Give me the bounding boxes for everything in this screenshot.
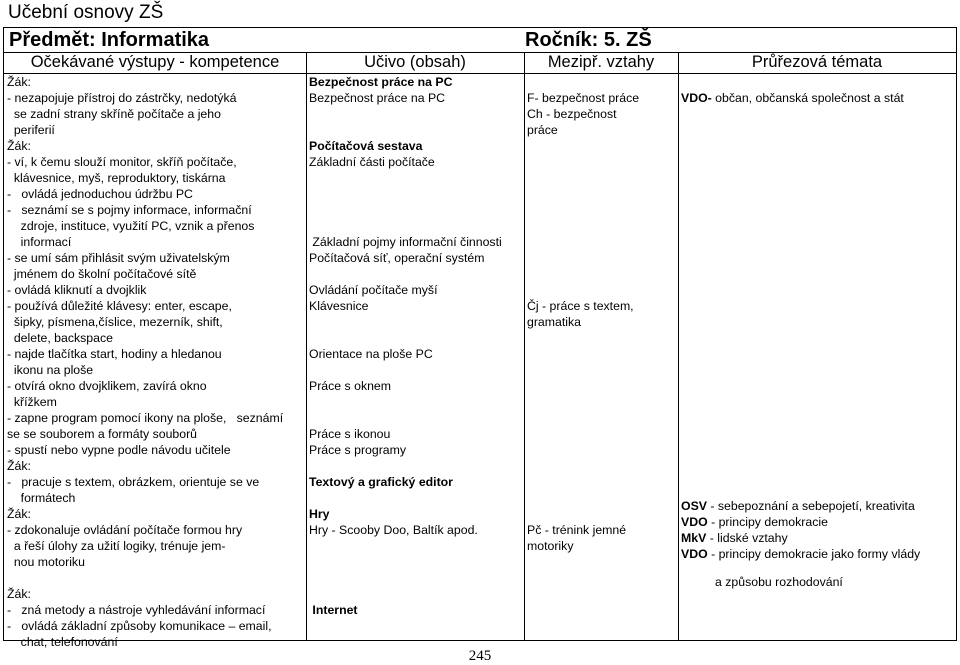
cross_lines-line [527,186,639,202]
header-themes: Průřezová témata [751,53,883,71]
content_lines-line [309,362,502,378]
content_lines-line: Počítačová síť, operační systém [309,251,485,265]
theme-decision: a způsobu rozhodování [715,575,843,589]
content_lines-line: Základní pojmy informační činnosti [309,235,502,249]
outcomes_lines-line: nou motoriku [7,555,85,569]
outcomes_lines-line: Žák: [7,587,31,601]
column-divider [678,53,679,640]
theme-code: VDO- [681,91,712,105]
content_lines-line [309,266,502,282]
theme-vdo-citizen [681,90,904,106]
content_lines-line: Práce s oknem [309,379,392,393]
theme-code: VDO [681,547,708,561]
cross_lines-line [527,426,639,442]
theme-text: občan, občanská společnost a stát [711,91,904,105]
theme-text: - principy demokracie [707,515,828,529]
cross_lines-line [527,202,639,218]
content_lines-line: Ovládání počítače myší [309,283,438,297]
outcomes_lines-line: chat, telefonování [7,635,118,649]
theme-osv [681,498,915,514]
content_lines-line [309,106,502,122]
cross_lines-line: motoriky [527,539,574,553]
content_lines-line: Hry [309,507,330,521]
cross_lines-line: F- bezpečnost práce [527,91,640,105]
column-divider [306,53,307,640]
document-title: Učební osnovy ZŠ [8,2,164,23]
outcomes_lines-line: - se umí sám přihlásit svým uživatelským [7,251,230,265]
theme-code: OSV [681,499,707,513]
outcomes_lines-line: - najde tlačítka start, hodiny a hledanou [7,347,222,361]
cross_lines-line [527,138,639,154]
theme-text: - principy demokracie jako formy vlády [707,547,921,561]
cross_lines-line [527,442,639,458]
grade-label: Ročník: 5. ZŠ [525,29,652,51]
cross_lines-line [527,362,639,378]
content_lines-line [309,538,502,554]
content_lines-line [309,394,502,410]
cross_lines-line [527,234,639,250]
cross_lines-line [527,378,639,394]
content_lines-line [309,122,502,138]
outcomes_lines-line: - ovládá kliknutí a dvojklik [7,283,147,297]
content_lines-line: Práce s ikonou [309,427,391,441]
cross_lines-line [527,410,639,426]
theme-vdo-government [681,546,920,562]
theme-mkv [681,530,788,546]
cross_lines-line [527,154,639,170]
outcomes_lines-line: se se souborem a formáty souborů [7,427,198,441]
cross_lines-line: práce [527,123,558,137]
content_lines-line: Základní části počítače [309,155,435,169]
content_lines-line [309,186,502,202]
cross_lines-line [527,250,639,266]
outcomes_lines-line: křížkem [7,395,57,409]
theme-text: - lidské vztahy [706,531,788,545]
outcomes_lines-line: Žák: [7,507,31,521]
outcomes_lines-line: se zadní strany skříně počítače a jeho [7,107,221,121]
content_lines-line [309,218,502,234]
outcomes-column [7,74,283,650]
theme-text: - sebepoznání a sebepojetí, kreativita [706,499,915,513]
outcomes_lines-line: - ovládá jednoduchou údržbu PC [7,187,193,201]
outcomes_lines-line: klávesnice, myš, reproduktory, tiskárna [7,171,226,185]
outcomes_lines-line: periferií [7,123,55,137]
cross_lines-line [527,490,639,506]
cross_lines-line [527,170,639,186]
outcomes_lines-line: ikonu na ploše [7,363,94,377]
content-column [309,74,502,618]
cross_lines-line [527,474,639,490]
theme-code: VDO [681,515,708,529]
outcomes_lines-line: a řeší úlohy za užití logiky, trénuje jem- [7,539,226,553]
cross_lines-line: gramatika [527,315,581,329]
content_lines-line [309,410,502,426]
header-row [4,53,956,74]
content_lines-line: Internet [309,603,358,617]
content_lines-line: Práce s programy [309,443,407,457]
cross_lines-line [527,330,639,346]
content_lines-line: Hry - Scooby Doo, Baltík apod. [309,523,478,537]
outcomes_lines-line: informací [7,235,72,249]
cross_lines-line: Ch - bezpečnost [527,107,617,121]
cross-curricular-column [527,74,639,554]
content_lines-line [309,330,502,346]
outcomes_lines-line: delete, backspace [7,331,113,345]
outcomes_lines-line: - nezapojuje přístroj do zástrčky, nedotýká [7,91,237,105]
header-cross: Mezipř. vztahy [547,53,655,71]
cross_lines-line [527,266,639,282]
content_lines-line [309,170,502,186]
cross_lines-line [527,282,639,298]
outcomes_lines-line: - zná metody a nástroje vyhledávání informací [7,603,266,617]
content_lines-line [309,554,502,570]
subject-row [4,28,956,53]
curriculum-table [3,27,957,649]
outcomes_lines-line: Žák: [7,459,31,473]
content_lines-line [309,458,502,474]
subject-label: Předmět: Informatika [9,29,210,51]
content_lines-line [309,570,502,586]
outcomes_lines-line: - ví, k čemu slouží monitor, skříň počítače, [7,155,237,169]
outcomes_lines-line: Žák: [7,75,31,89]
cross_lines-line [527,74,639,90]
outcomes_lines-line: - zapne program pomocí ikony na ploše, seznámí [7,411,284,425]
cross_lines-line [527,394,639,410]
content_lines-line: Bezpečnost práce na PC [309,91,446,105]
outcomes_lines-line: - ovládá základní způsoby komunikace – email, [7,619,272,633]
theme-vdo-democracy [681,514,828,530]
content_lines-line [309,202,502,218]
outcomes_lines-line: formátech [7,491,76,505]
outcomes_lines-line: - seznámí se s pojmy informace, informační [7,203,252,217]
cross_lines-line [527,506,639,522]
content_lines-line [309,586,502,602]
column-divider [524,53,525,640]
outcomes_lines-line [7,570,283,586]
content_lines-line: Bezpečnost práce na PC [309,75,453,89]
cross_lines-line: Pč - trénink jemné [527,523,627,537]
outcomes_lines-line: jménem do školní počítačové sítě [7,267,197,281]
header-outcomes: Očekávané výstupy - kompetence [30,53,280,71]
outcomes_lines-line: - pracuje s textem, obrázkem, orientuje se ve [7,475,260,489]
cross_lines-line: Čj - práce s textem, [527,299,634,313]
content_lines-line: Orientace na ploše PC [309,347,433,361]
cross_lines-line [527,218,639,234]
header-content: Učivo (obsah) [364,53,466,71]
outcomes_lines-line: zdroje, instituce, využití PC, vznik a přenos [7,219,255,233]
content_lines-line: Textový a grafický editor [309,475,453,489]
outcomes_lines-line: - používá důležité klávesy: enter, escape, [7,299,232,313]
outcomes_lines-line: - otvírá okno dvojklikem, zavírá okno [7,379,207,393]
content_lines-line [309,314,502,330]
outcomes_lines-line: šipky, písmena,číslice, mezerník, shift, [7,315,223,329]
cross_lines-line [527,458,639,474]
content_lines-line: Klávesnice [309,299,369,313]
outcomes_lines-line: - zdokonaluje ovládání počítače formou hry [7,523,243,537]
content_lines-line [309,490,502,506]
outcomes_lines-line: Žák: [7,139,31,153]
theme-code: MkV [681,531,707,545]
page-number: 245 [468,648,492,664]
cross_lines-line [527,346,639,362]
outcomes_lines-line: - spustí nebo vypne podle návodu učitele [7,443,231,457]
content_lines-line: Počítačová sestava [309,139,423,153]
